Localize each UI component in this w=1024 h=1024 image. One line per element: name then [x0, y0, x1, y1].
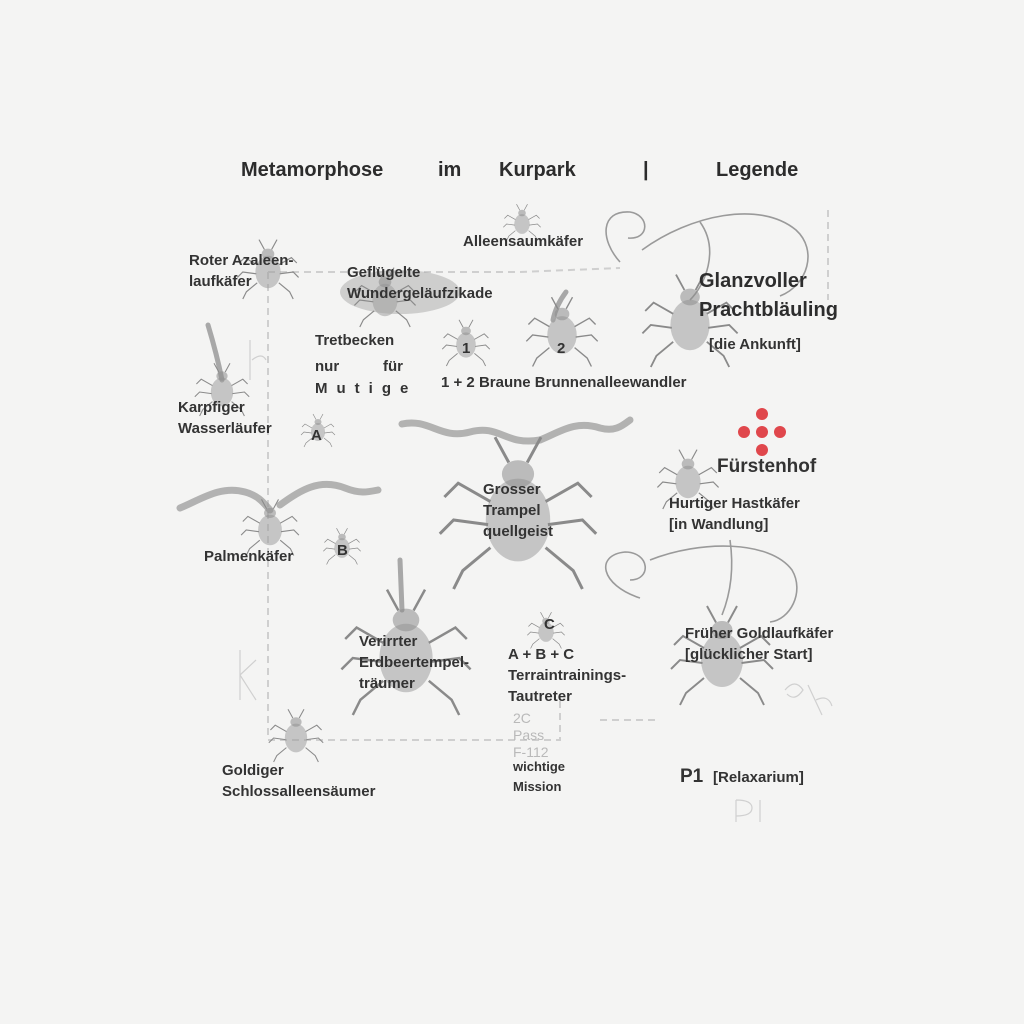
label-die-ankunft: [die Ankunft] [709, 336, 801, 353]
label-roter-azaleenlaufkaefer [189, 250, 293, 292]
label-line: Geflügelte [347, 264, 421, 281]
label-line: wichtige [513, 759, 566, 774]
title-separator: | [643, 159, 649, 181]
label-tret-mutige: Mutige [315, 380, 418, 397]
label-relaxarium: [Relaxarium] [713, 769, 804, 786]
label-line: A + B + C [508, 646, 575, 663]
label-line: Roter Azaleen- [189, 252, 294, 269]
label-karpfiger-wasserlaeufer [178, 397, 272, 439]
label-line: [in Wandlung] [669, 516, 769, 533]
label-line: Pass [513, 727, 545, 743]
label-line: [glücklicher Start] [685, 646, 813, 663]
label-line: F-112 [513, 744, 549, 760]
label-goldiger-schlossalleensaeumer [222, 760, 375, 802]
label-terraintrainings-tautreter [508, 644, 626, 707]
label-pass-f112 [513, 710, 549, 761]
label-line: laufkäfer [189, 273, 252, 290]
marker-a: A [311, 427, 322, 444]
fuerstenhof-dots-icon [738, 408, 786, 456]
label-p1: P1 [680, 766, 704, 787]
marker-c: C [544, 616, 555, 633]
label-tret-fuer: für [383, 358, 403, 375]
label-line: Wundergeläufzikade [347, 285, 493, 302]
label-verirrter-erdbeertempeltraeumer [359, 631, 469, 694]
label-line: träumer [359, 675, 415, 692]
label-line: Trampel [483, 502, 541, 519]
bug-goldiger [269, 709, 323, 762]
label-line: quellgeist [483, 523, 554, 540]
label-wichtige-mission [513, 757, 565, 797]
label-line: Wasserläufer [178, 420, 272, 437]
title-word-legende: Legende [716, 159, 799, 181]
label-line: Grosser [483, 481, 541, 498]
marker-1: 1 [462, 340, 471, 357]
title-word-im: im [438, 159, 462, 181]
marker-b: B [337, 542, 348, 559]
label-line: Verirrter [359, 633, 418, 650]
label-line: 2C [513, 710, 531, 726]
label-line: Prachtbläuling [699, 299, 838, 321]
label-gefluegelte-wundergelaeufzikade [347, 262, 493, 304]
label-braune-brunnenalleewandler: 1 + 2 Braune Brunnenalleewandler [441, 374, 687, 391]
label-line: Terraintrainings- [508, 667, 627, 684]
label-line: Karpfiger [178, 399, 245, 416]
label-line: Tautreter [508, 688, 572, 705]
label-line: Schlossalleensäumer [222, 783, 376, 800]
label-frueher-goldlaufkaefer [685, 623, 833, 665]
label-line: Hurtiger Hastkäfer [669, 495, 800, 512]
title-word-metamorphose: Metamorphose [241, 159, 384, 181]
label-line: Glanzvoller [699, 270, 807, 292]
label-fuerstenhof: Fürstenhof [717, 456, 817, 477]
label-grosser-trampelquellgeist [483, 479, 553, 542]
label-line: Erdbeertempel- [359, 654, 470, 671]
label-alleensaumkaefer: Alleensaumkäfer [463, 233, 584, 250]
label-tret-nur: nur [315, 358, 340, 375]
label-palmenkaefer: Palmenkäfer [204, 548, 294, 565]
label-line: Mission [513, 779, 562, 794]
label-hurtiger-hastkaefer [669, 493, 800, 535]
label-tretbecken: Tretbecken [315, 332, 395, 349]
label-line: Goldiger [222, 762, 284, 779]
label-line: Früher Goldlaufkäfer [685, 625, 834, 642]
title-word-kurpark: Kurpark [499, 159, 576, 181]
label-glanzvoller-prachtblaeuling [699, 267, 838, 325]
marker-2: 2 [557, 340, 566, 357]
